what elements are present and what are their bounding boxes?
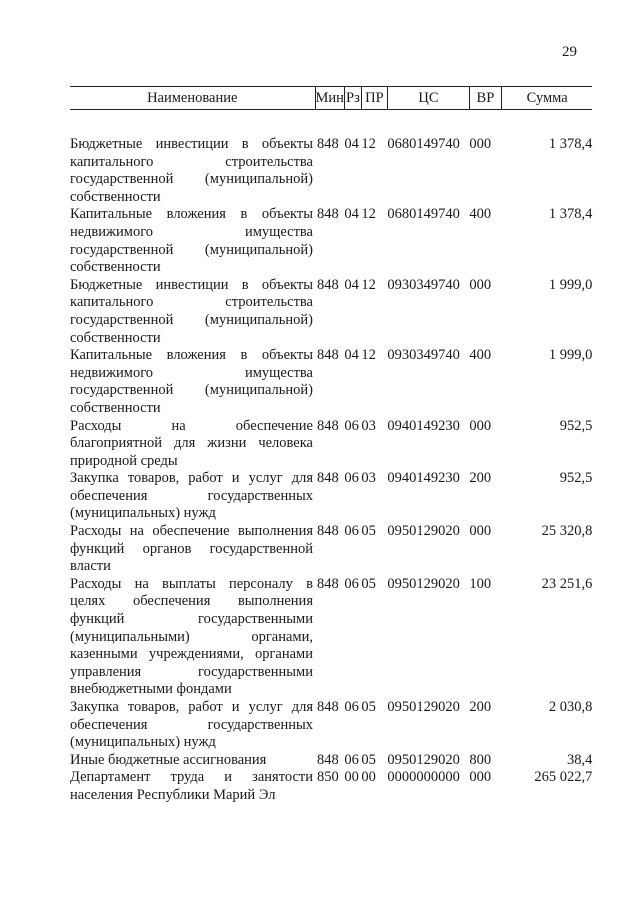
cell-name: Расходы на обеспечение благоприятной для жизни человека природной среды [70,417,313,469]
cell-name: Бюджетные инвестиции в объекты капитального строительства государственной (муниципальной) собственности [70,136,313,205]
cell-sum: 25 320,8 [541,523,593,540]
cell-min: 850 [317,769,339,786]
cell-min: 848 [317,575,339,592]
cell-sum: 1 378,4 [548,136,593,152]
cell-min: 848 [317,136,339,152]
budget-table [70,86,592,805]
cell-vr: 000 [469,769,492,786]
cell-rz: 06 [344,417,359,434]
cell-vr: 400 [469,206,492,223]
cell-pr: 12 [361,206,376,223]
cell-vr: 000 [469,417,492,434]
cell-vr: 200 [469,699,492,715]
cell-cs: 0950129020 [387,699,460,715]
table-row [70,752,592,770]
table-row [70,769,592,804]
cell-min: 848 [317,347,339,364]
cell-min: 848 [317,523,339,540]
cell-name: Расходы на обеспечение выполнения функций органов государственной власти [70,523,313,575]
cell-sum: 1 378,4 [548,206,593,223]
cell-rz: 00 [344,769,359,786]
table-row [70,470,592,523]
cell-pr: 12 [361,136,376,152]
cell-pr: 05 [361,575,376,592]
cell-sum: 2 030,8 [548,699,593,715]
cell-cs: 0680149740 [387,206,460,223]
cell-pr: 00 [361,769,376,786]
cell-vr: 000 [469,276,492,293]
cell-pr: 03 [361,470,376,487]
cell-vr: 200 [469,470,492,487]
table-header [70,87,592,110]
cell-cs: 0950129020 [387,575,460,592]
cell-cs: 0680149740 [387,136,460,152]
header-rz: Рз [344,87,361,110]
cell-pr: 05 [361,751,376,768]
header-vr: ВР [469,87,501,110]
cell-min: 848 [317,206,339,223]
table-row [70,136,592,206]
cell-name: Закупка товаров, работ и услуг для обеспечения государственных (муниципальных) нужд [70,699,313,751]
cell-name: Капитальные вложения в объекты недвижимого имущества государственной (муниципальной) собственности [70,206,313,276]
cell-pr: 05 [361,699,376,715]
cell-cs: 0930349740 [387,347,460,364]
cell-cs: 0950129020 [387,523,460,540]
table-body [70,110,592,805]
cell-pr: 12 [361,276,376,293]
header-cs: ЦС [387,87,469,110]
cell-rz: 06 [344,699,359,715]
cell-rz: 04 [344,206,359,223]
table-row [70,418,592,471]
cell-name: Закупка товаров, работ и услуг для обеспечения государственных (муниципальных) нужд [70,470,313,522]
cell-sum: 23 251,6 [541,575,593,592]
cell-rz: 06 [344,751,359,768]
cell-vr: 800 [469,751,492,768]
cell-rz: 06 [344,523,359,540]
cell-sum: 265 022,7 [534,769,593,786]
cell-name: Департамент труда и занятости населения Республики Марий Эл [70,769,313,803]
table-row [70,699,592,752]
cell-pr: 12 [361,347,376,364]
table-row [70,576,592,699]
cell-rz: 06 [344,470,359,487]
cell-pr: 05 [361,523,376,540]
cell-cs: 0950129020 [387,751,460,768]
cell-name: Иные бюджетные ассигнования [70,751,267,768]
cell-sum: 1 999,0 [548,276,593,293]
cell-min: 848 [317,751,339,768]
cell-cs: 0940149230 [387,417,460,434]
cell-name: Бюджетные инвестиции в объекты капитального строительства государственной (муниципальной) собственности [70,276,313,346]
cell-sum: 952,5 [559,417,593,434]
cell-cs: 0000000000 [387,769,460,786]
table-row [70,277,592,347]
cell-vr: 100 [469,575,492,592]
header-pr: ПР [361,87,387,110]
header-name: Наименование [70,87,315,110]
cell-rz: 04 [344,347,359,364]
table-row [70,206,592,276]
cell-min: 848 [317,470,339,487]
cell-rz: 04 [344,276,359,293]
header-sum: Сумма [501,87,592,110]
cell-vr: 000 [469,136,492,152]
page-number: 29 [562,44,577,60]
cell-cs: 0940149230 [387,470,460,487]
cell-min: 848 [317,417,339,434]
cell-rz: 06 [344,575,359,592]
cell-min: 848 [317,276,339,293]
cell-cs: 0930349740 [387,276,460,293]
cell-pr: 03 [361,417,376,434]
table-row [70,523,592,576]
cell-name: Расходы на выплаты персоналу в целях обеспечения выполнения функций государственными (муниципальными) органами, казенными учреждениями, органами управления государственными внебюджетными фондами [70,575,313,698]
header-min: Мин [315,87,344,110]
table-row [70,347,592,417]
cell-sum: 38,4 [567,751,593,768]
cell-sum: 952,5 [559,470,593,487]
cell-min: 848 [317,699,339,715]
cell-vr: 000 [469,523,492,540]
cell-vr: 400 [469,347,492,364]
cell-rz: 04 [344,136,359,152]
cell-sum: 1 999,0 [548,347,593,364]
cell-name: Капитальные вложения в объекты недвижимого имущества государственной (муниципальной) собственности [70,347,313,416]
